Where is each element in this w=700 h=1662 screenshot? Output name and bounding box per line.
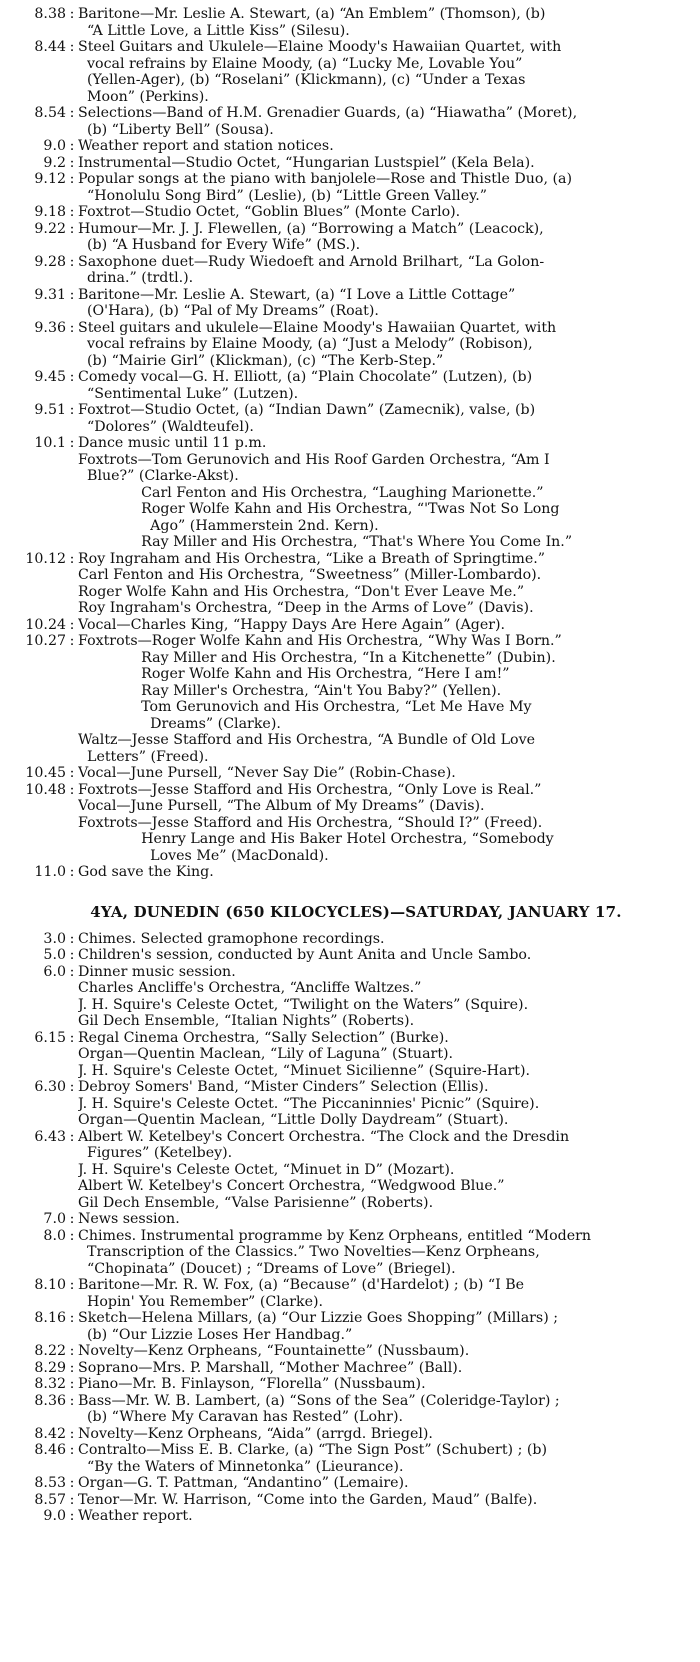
entry-line: Dinner music session. [78, 963, 236, 980]
entry-line: Foxtrots—Jesse Stafford and His Orchestra, “Only Love is Real.” [78, 781, 542, 798]
time-separator: : [69, 1491, 75, 1508]
entry-line: J. H. Squire's Celeste Octet, “Minuet Sicilienne” (Squire-Hart). [78, 1062, 530, 1079]
entry-line: Tenor—Mr. W. Harrison, “Come into the Garden, Maud” (Balfe). [78, 1491, 538, 1508]
entry-line: Regal Cinema Orchestra, “Sally Selection” (Burke). [78, 1029, 449, 1046]
entry-description [78, 287, 692, 320]
entry-time: 9.36 [34, 319, 66, 336]
entry-description [78, 1376, 692, 1393]
entry-line: Novelty—Kenz Orpheans, “Fountainette” (Nussbaum). [78, 1343, 470, 1359]
time-separator: : [69, 39, 75, 55]
programme-entry [20, 402, 692, 435]
entry-description [78, 6, 692, 39]
entry-time: 9.31 [34, 286, 66, 303]
entry-line: Children's session, conducted by Aunt Anita and Uncle Sambo. [78, 947, 532, 963]
entry-line: Transcription of the Classics.” Two Novelties—Kenz Orpheans, [78, 1244, 540, 1260]
entry-line: Foxtrot—Studio Octet, “Goblin Blues” (Monte Carlo). [78, 204, 461, 220]
entry-description [78, 1030, 692, 1080]
entry-time: 6.15 [34, 1029, 66, 1046]
entry-line: J. H. Squire's Celeste Octet. “The Piccaninnies' Picnic” (Squire). [78, 1095, 540, 1112]
entry-line: Ago” (Hammerstein 2nd. Kern). [78, 517, 379, 534]
entry-line: Loves Me” (MacDonald). [78, 847, 329, 864]
entry-line: Weather report and station notices. [78, 138, 334, 154]
entry-line: Ray Miller and His Orchestra, “That's Where You Come In.” [78, 534, 573, 550]
entry-description [78, 964, 692, 1030]
entry-line: Dance music until 11 p.m. [78, 435, 267, 451]
programme-entry [20, 1393, 692, 1426]
programme-entry [20, 1492, 692, 1509]
entry-line: Tom Gerunovich and His Orchestra, “Let Me Have My [78, 699, 532, 715]
entry-line: vocal refrains by Elaine Moody, (a) “Lucky Me, Lovable You” [78, 55, 523, 72]
entry-time: 5.0 [43, 947, 66, 963]
entry-line: Sketch—Helena Millars, (a) “Our Lizzie Goes Shopping” (Millars) ; [78, 1310, 559, 1326]
entry-time: 9.22 [34, 220, 66, 237]
entry-line: Letters” (Freed). [78, 748, 209, 765]
entry-time: 10.48 [25, 781, 66, 798]
programme-entry [20, 435, 692, 551]
entry-line: Dreams” (Clarke). [78, 715, 281, 732]
entry-description [78, 782, 692, 865]
entry-line: Roy Ingraham and His Orchestra, “Like a Breath of Springtime.” [78, 550, 545, 567]
entry-time: 10.12 [25, 550, 66, 567]
entry-description [78, 1442, 692, 1475]
entry-line: Baritone—Mr. Leslie A. Stewart, (a) “An Emblem” (Thomson), (b) [78, 6, 546, 22]
time-separator: : [69, 550, 75, 567]
entry-line: Albert W. Ketelbey's Concert Orchestra, “Wedgwood Blue.” [78, 1178, 505, 1194]
entry-time: 8.16 [34, 1310, 66, 1326]
entry-description [78, 1343, 692, 1360]
programme-entry [20, 1079, 692, 1129]
entry-line: “Sentimental Luke” (Lutzen). [78, 385, 299, 402]
entry-time: 8.57 [34, 1491, 66, 1508]
entry-line: Piano—Mr. B. Finlayson, “Florella” (Nussbaum). [78, 1376, 426, 1392]
time-separator: : [69, 253, 75, 270]
entry-line: vocal refrains by Elaine Moody, (a) “Just a Melody” (Robison), [78, 336, 533, 352]
entry-line: Chimes. Selected gramophone recordings. [78, 930, 385, 947]
programme-entry [20, 617, 692, 634]
time-separator: : [69, 1227, 75, 1244]
entry-line: (Yellen-Ager), (b) “Roselani” (Klickmann), (c) “Under a Texas [78, 72, 526, 88]
entry-line: “By the Waters of Minnetonka” (Lieurance). [78, 1458, 404, 1475]
entry-line: Instrumental—Studio Octet, “Hungarian Lustspiel” (Kela Bela). [78, 154, 535, 171]
programme-entry [20, 765, 692, 782]
entry-description [78, 551, 692, 617]
entry-description [78, 864, 692, 881]
entry-line: (b) “A Husband for Every Wife” (MS.). [78, 237, 361, 253]
entry-time: 9.28 [34, 253, 66, 270]
entry-description [78, 1228, 692, 1278]
programme-entry [20, 1360, 692, 1377]
entry-line: J. H. Squire's Celeste Octet, “Minuet in D” (Mozart). [78, 1161, 455, 1178]
entry-description [78, 1360, 692, 1377]
entry-time: 6.30 [34, 1079, 66, 1095]
entry-line: Carl Fenton and His Orchestra, “Sweetness” (Miller-Lombardo). [78, 567, 542, 583]
time-separator: : [69, 1508, 75, 1524]
time-separator: : [69, 947, 75, 963]
time-separator: : [69, 1475, 75, 1491]
programme-entry [20, 105, 692, 138]
entry-description [78, 1211, 692, 1228]
entry-time: 10.1 [34, 435, 66, 451]
time-separator: : [69, 204, 75, 220]
entry-line: Roger Wolfe Kahn and His Orchestra, “'Twas Not So Long [78, 501, 560, 517]
time-separator: : [69, 864, 75, 880]
time-separator: : [69, 369, 75, 385]
programme-entry [20, 964, 692, 1030]
entry-line: Organ—G. T. Pattman, “Andantino” (Lemaire). [78, 1475, 409, 1491]
entry-time: 9.0 [43, 1508, 66, 1524]
time-separator: : [69, 633, 75, 649]
programme-entry [20, 1508, 692, 1525]
entry-line: Steel Guitars and Ukulele—Elaine Moody's Hawaiian Quartet, with [78, 39, 562, 55]
entry-description [78, 1426, 692, 1443]
programme-entry [20, 1030, 692, 1080]
programme-entry [20, 171, 692, 204]
programme-entry [20, 1475, 692, 1492]
programme-entry [20, 138, 692, 155]
entry-time: 9.0 [43, 138, 66, 154]
programme-entry [20, 864, 692, 881]
entry-time: 8.0 [43, 1227, 66, 1244]
entry-line: “Honolulu Song Bird” (Leslie), (b) “Little Green Valley.” [78, 187, 488, 204]
time-separator: : [69, 1376, 75, 1392]
time-separator: : [69, 1128, 75, 1145]
entry-time: 7.0 [43, 1211, 66, 1227]
programme-entry [20, 155, 692, 172]
programme-entry [20, 39, 692, 105]
time-separator: : [69, 1359, 75, 1376]
programme-entry [20, 1442, 692, 1475]
entry-line: Roger Wolfe Kahn and His Orchestra, “Don't Ever Leave Me.” [78, 583, 525, 600]
programme-entry [20, 633, 692, 765]
time-separator: : [69, 402, 75, 418]
entry-time: 8.36 [34, 1392, 66, 1409]
programme-entry [20, 1211, 692, 1228]
entry-time: 8.29 [34, 1359, 66, 1376]
entry-line: Chimes. Instrumental programme by Kenz Orpheans, entitled “Modern [78, 1227, 592, 1244]
entry-description [78, 155, 692, 172]
entry-time: 11.0 [34, 864, 66, 880]
entry-time: 6.43 [34, 1128, 66, 1145]
entry-description [78, 931, 692, 948]
entry-line: Vocal—June Pursell, “The Album of My Dreams” (Davis). [78, 798, 485, 814]
time-separator: : [69, 105, 75, 121]
entry-description [78, 171, 692, 204]
station-heading: 4YA, DUNEDIN (650 KILOCYCLES)—SATURDAY, JANUARY 17. [90, 902, 622, 921]
entry-description [78, 633, 692, 765]
programme-entry [20, 947, 692, 964]
entry-line: Ray Miller and His Orchestra, “In a Kitchenette” (Dubin). [78, 649, 556, 666]
programme-entry [20, 1277, 692, 1310]
entry-time: 9.12 [34, 171, 66, 187]
entry-time: 9.45 [34, 369, 66, 385]
entry-line: Organ—Quentin Maclean, “Lily of Laguna” (Stuart). [78, 1046, 454, 1062]
entry-description [78, 435, 692, 551]
entry-description [78, 1492, 692, 1509]
entry-line: Moon” (Perkins). [78, 88, 209, 105]
entry-line: (O'Hara), (b) “Pal of My Dreams” (Roat). [78, 303, 379, 319]
time-separator: : [69, 1392, 75, 1409]
entry-line: Foxtrots—Roger Wolfe Kahn and His Orchestra, “Why Was I Born.” [78, 633, 562, 649]
time-separator: : [69, 1425, 75, 1442]
entry-description [78, 765, 692, 782]
entry-line: Blue?” (Clarke-Akst). [78, 468, 239, 484]
entry-time: 9.2 [43, 154, 66, 171]
programme-entry [20, 931, 692, 948]
entry-time: 8.54 [34, 105, 66, 121]
programme-entry [20, 1343, 692, 1360]
entry-line: Contralto—Miss E. B. Clarke, (a) “The Sign Post” (Schubert) ; (b) [78, 1442, 548, 1458]
entry-time: 8.53 [34, 1475, 66, 1491]
time-separator: : [69, 154, 75, 171]
time-separator: : [69, 319, 75, 336]
time-separator: : [69, 765, 75, 781]
time-separator: : [69, 138, 75, 154]
entry-line: Baritone—Mr. R. W. Fox, (a) “Because” (d'Hardelot) ; (b) “I Be [78, 1277, 525, 1293]
entry-description [78, 138, 692, 155]
entry-line: Roy Ingraham's Orchestra, “Deep in the Arms of Love” (Davis). [78, 600, 534, 616]
entry-time: 10.27 [25, 633, 66, 649]
entry-line: Selections—Band of H.M. Grenadier Guards, (a) “Hiawatha” (Moret), [78, 105, 578, 121]
entry-line: Bass—Mr. W. B. Lambert, (a) “Sons of the Sea” (Coleridge-Taylor) ; [78, 1392, 560, 1409]
entry-description [78, 402, 692, 435]
time-separator: : [69, 781, 75, 798]
time-separator: : [69, 1079, 75, 1095]
programme-entry [20, 369, 692, 402]
entry-line: (b) “Mairie Girl” (Klickman), (c) “The Kerb-Step.” [78, 352, 444, 369]
entry-line: Gil Dech Ensemble, “Italian Nights” (Roberts). [78, 1013, 415, 1029]
entry-line: (b) “Liberty Bell” (Sousa). [78, 121, 274, 138]
time-separator: : [69, 286, 75, 303]
entry-line: Roger Wolfe Kahn and His Orchestra, “Here I am!” [78, 666, 510, 682]
programme-entry [20, 1426, 692, 1443]
programme-section-4ya [20, 931, 692, 1525]
entry-line: God save the King. [78, 864, 214, 880]
entry-line: (b) “Our Lizzie Loses Her Handbag.” [78, 1326, 353, 1343]
entry-description [78, 204, 692, 221]
programme-entry [20, 254, 692, 287]
entry-time: 9.51 [34, 402, 66, 418]
entry-description [78, 1508, 692, 1525]
entry-time: 6.0 [43, 963, 66, 980]
time-separator: : [69, 1277, 75, 1293]
entry-line: Debroy Somers' Band, “Mister Cinders” Selection (Ellis). [78, 1079, 489, 1095]
time-separator: : [69, 1343, 75, 1359]
entry-description [78, 1277, 692, 1310]
entry-time: 10.45 [25, 765, 66, 781]
time-separator: : [69, 6, 75, 22]
time-separator: : [69, 616, 75, 633]
entry-line: Soprano—Mrs. P. Marshall, “Mother Machree” (Ball). [78, 1359, 463, 1376]
entry-description [78, 369, 692, 402]
entry-time: 3.0 [43, 930, 66, 947]
entry-line: “Chopinata” (Doucet) ; “Dreams of Love” (Briegel). [78, 1260, 456, 1277]
entry-line: Hopin' You Remember” (Clarke). [78, 1293, 324, 1310]
programme-entry [20, 1129, 692, 1212]
programme-entry [20, 6, 692, 39]
time-separator: : [69, 1442, 75, 1458]
time-separator: : [69, 1310, 75, 1326]
entry-description [78, 1475, 692, 1492]
entry-line: Organ—Quentin Maclean, “Little Dolly Daydream” (Stuart). [78, 1112, 509, 1128]
entry-time: 8.38 [34, 6, 66, 22]
entry-time: 8.44 [34, 39, 66, 55]
entry-line: Waltz—Jesse Stafford and His Orchestra, “A Bundle of Old Love [78, 732, 535, 748]
entry-line: (b) “Where My Caravan has Rested” (Lohr). [78, 1409, 404, 1425]
entry-line: Weather report. [78, 1508, 193, 1524]
entry-description [78, 254, 692, 287]
entry-line: J. H. Squire's Celeste Octet, “Twilight on the Waters” (Squire). [78, 996, 529, 1013]
programme-entry [20, 1310, 692, 1343]
programme-entry [20, 287, 692, 320]
entry-line: Foxtrot—Studio Octet, (a) “Indian Dawn” (Zamecnik), valse, (b) [78, 402, 536, 418]
entry-line: Popular songs at the piano with banjolele—Rose and Thistle Duo, (a) [78, 171, 572, 187]
entry-time: 8.46 [34, 1442, 66, 1458]
entry-time: 8.32 [34, 1376, 66, 1392]
entry-description [78, 947, 692, 964]
programme-entry [20, 551, 692, 617]
programme-section-continued [20, 6, 692, 881]
entry-description [78, 617, 692, 634]
time-separator: : [69, 930, 75, 947]
entry-line: Steel guitars and ukulele—Elaine Moody's Hawaiian Quartet, with [78, 319, 557, 336]
entry-description [78, 1129, 692, 1212]
entry-time: 10.24 [25, 616, 66, 633]
entry-line: “Dolores” (Waldteufel). [78, 418, 254, 435]
entry-time: 8.10 [34, 1277, 66, 1293]
entry-time: 8.22 [34, 1343, 66, 1359]
programme-entry [20, 221, 692, 254]
entry-line: Charles Ancliffe's Orchestra, “Ancliffe Waltzes.” [78, 980, 422, 996]
entry-line: Foxtrots—Tom Gerunovich and His Roof Garden Orchestra, “Am I [78, 451, 550, 468]
entry-line: “A Little Love, a Little Kiss” (Silesu). [78, 22, 350, 39]
entry-line: Baritone—Mr. Leslie A. Stewart, (a) “I Love a Little Cottage” [78, 286, 516, 303]
entry-line: News session. [78, 1211, 180, 1227]
programme-entry [20, 1228, 692, 1278]
entry-time: 8.42 [34, 1425, 66, 1442]
time-separator: : [69, 220, 75, 237]
entry-description [78, 1310, 692, 1343]
entry-line: Comedy vocal—G. H. Elliott, (a) “Plain Chocolate” (Lutzen), (b) [78, 369, 533, 385]
entry-line: Gil Dech Ensemble, “Valse Parisienne” (Roberts). [78, 1194, 434, 1211]
programme-entry [20, 320, 692, 370]
time-separator: : [69, 435, 75, 451]
time-separator: : [69, 171, 75, 187]
time-separator: : [69, 963, 75, 980]
entry-description [78, 320, 692, 370]
entry-description [78, 1079, 692, 1129]
entry-description [78, 39, 692, 105]
entry-line: Vocal—Charles King, “Happy Days Are Here Again” (Ager). [78, 616, 506, 633]
time-separator: : [69, 1029, 75, 1046]
entry-line: Vocal—June Pursell, “Never Say Die” (Robin-Chase). [78, 765, 456, 781]
entry-description [78, 221, 692, 254]
programme-entry [20, 204, 692, 221]
entry-description [78, 1393, 692, 1426]
entry-line: Figures” (Ketelbey). [78, 1145, 233, 1161]
time-separator: : [69, 1211, 75, 1227]
entry-line: Ray Miller's Orchestra, “Ain't You Baby?” (Yellen). [78, 682, 502, 699]
entry-line: Albert W. Ketelbey's Concert Orchestra. “The Clock and the Dresdin [78, 1128, 570, 1145]
entry-line: Saxophone duet—Rudy Wiedoeft and Arnold Brilhart, “La Golon- [78, 253, 545, 270]
programme-entry [20, 1376, 692, 1393]
entry-time: 9.18 [34, 204, 66, 220]
programme-entry [20, 782, 692, 865]
entry-line: Foxtrots—Jesse Stafford and His Orchestra, “Should I?” (Freed). [78, 814, 543, 831]
entry-line: Carl Fenton and His Orchestra, “Laughing Marionette.” [78, 484, 544, 501]
entry-line: Henry Lange and His Baker Hotel Orchestra, “Somebody [78, 831, 554, 847]
entry-line: drina.” (trdtl.). [78, 270, 194, 286]
entry-line: Humour—Mr. J. J. Flewellen, (a) “Borrowing a Match” (Leacock), [78, 220, 544, 237]
entry-description [78, 105, 692, 138]
entry-line: Novelty—Kenz Orpheans, “Aida” (arrgd. Briegel). [78, 1425, 433, 1442]
